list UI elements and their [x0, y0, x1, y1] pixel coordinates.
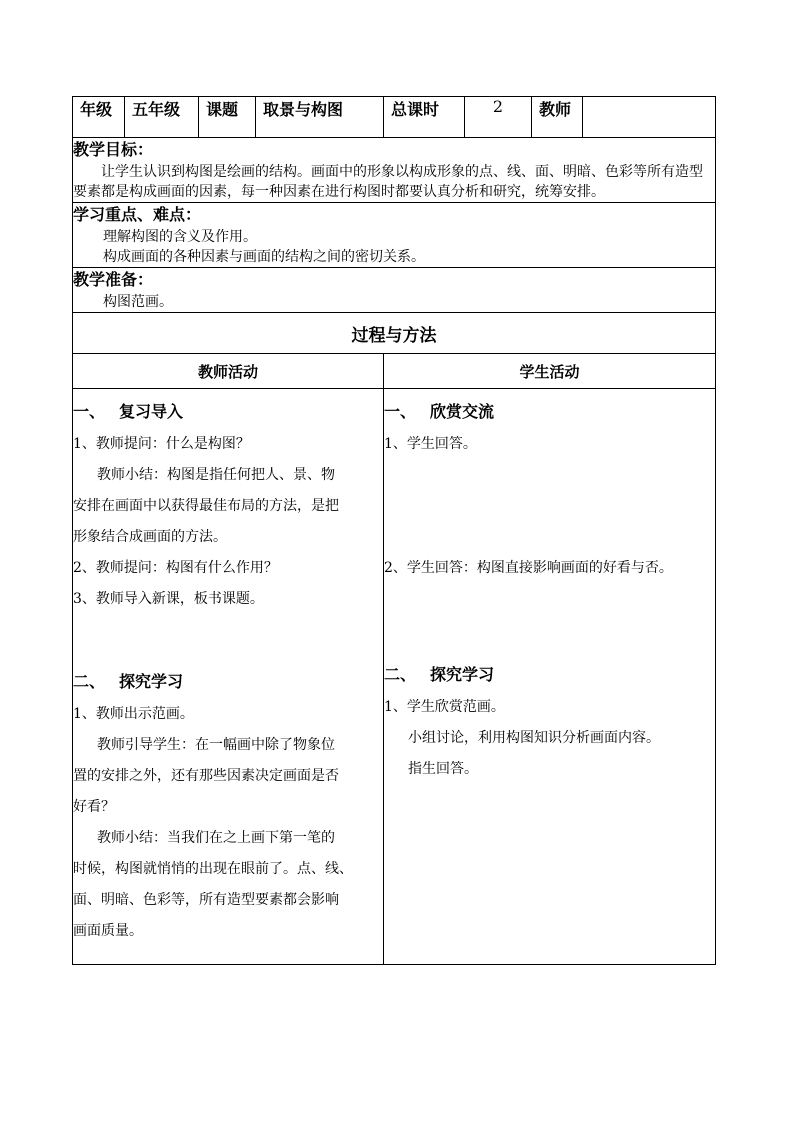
- student-section-2-number: 二、: [384, 665, 417, 684]
- preparation-text: 构图范画。: [103, 294, 173, 310]
- hours-label: 总课时: [384, 97, 465, 138]
- teacher-section-2-title: 探究学习: [119, 672, 184, 691]
- key-points-row: [73, 203, 716, 268]
- grade-label: 年级: [73, 97, 125, 138]
- objectives-row: [73, 138, 716, 203]
- teacher-s2-line-4: 好看？: [73, 799, 115, 815]
- teacher-label: 教师: [532, 97, 583, 138]
- teacher-s2-line-5: 教师小结：当我们在之上画下第一笔的: [97, 830, 335, 846]
- teacher-s1-line-5: 2、教师提问：构图有什么作用？: [73, 560, 278, 576]
- teacher-s2-line-3: 置的安排之外，还有那些因素决定画面是否: [73, 768, 339, 784]
- objectives-text: 让学生认识到构图是绘画的结构。画面中的形象以构成形象的点、线、面、明暗、色彩等所有造型要素都是构成画面的因素，每一种因素在进行构图时都要认真分析和研究，统筹安排。: [73, 164, 703, 200]
- header-row: [73, 97, 716, 138]
- student-section-1-title: 欣赏交流: [430, 402, 495, 421]
- teacher-s2-line-7: 面、明暗、色彩等，所有造型要素都会影响: [73, 892, 339, 908]
- student-s2-line-3: 指生回答。: [408, 761, 478, 777]
- process-title: 过程与方法: [73, 313, 716, 354]
- student-section-1-number: 一、: [384, 402, 417, 421]
- key-points-section: [73, 203, 716, 268]
- student-s1-line-2: 2、学生回答：构图直接影响画面的好看与否。: [384, 560, 673, 576]
- teacher-s1-line-2: 教师小结：构图是指任何把人、景、物: [97, 467, 335, 483]
- teacher-s1-line-3: 安排在画面中以获得最佳布局的方法，是把: [73, 498, 339, 514]
- student-section-2-heading: [384, 658, 715, 692]
- lesson-plan-table: [72, 96, 716, 965]
- preparation-title: 教学准备：: [73, 270, 154, 289]
- teacher-s1-line-1: 1、教师提问：什么是构图？: [73, 436, 250, 452]
- objectives-section: [73, 138, 716, 203]
- topic-value: 取景与构图: [256, 97, 384, 138]
- student-s1-line-1: 1、学生回答。: [384, 436, 477, 452]
- student-s2-line-1: 1、学生欣赏范画。: [384, 699, 505, 715]
- student-activity-head: 学生活动: [384, 354, 716, 389]
- teacher-activity-column: [73, 389, 384, 965]
- teacher-s1-line-4: 形象结合成画面的方法。: [73, 529, 227, 545]
- teacher-s2-line-2: 教师引导学生：在一幅画中除了物象位: [97, 737, 335, 753]
- key-point-1: 理解构图的含义及作用。: [103, 229, 257, 245]
- teacher-section-1-title: 复习导入: [119, 402, 184, 421]
- activity-body-row: [73, 389, 716, 965]
- student-activity-column: [384, 389, 716, 965]
- teacher-s2-line-6: 时候，构图就悄悄的出现在眼前了。点、线、: [73, 861, 353, 877]
- preparation-row: [73, 268, 716, 313]
- lesson-plan-sheet: [72, 96, 715, 965]
- teacher-section-1-heading: [73, 395, 383, 429]
- teacher-s2-line-8: 画面质量。: [73, 923, 143, 939]
- activity-head-row: [73, 354, 716, 389]
- hours-value: 2: [465, 97, 532, 138]
- process-title-row: [73, 313, 716, 354]
- topic-label: 课题: [199, 97, 256, 138]
- teacher-s1-line-6: 3、教师导入新课，板书课题。: [73, 591, 264, 607]
- grade-value: 五年级: [125, 97, 199, 138]
- student-s2-line-2: 小组讨论，利用构图知识分析画面内容。: [408, 730, 660, 746]
- teacher-activity-head: 教师活动: [73, 354, 384, 389]
- teacher-section-1-number: 一、: [73, 402, 106, 421]
- teacher-s2-line-1: 1、教师出示范画。: [73, 706, 194, 722]
- key-points-title: 学习重点、难点：: [73, 205, 202, 224]
- student-section-1-heading: [384, 395, 715, 429]
- student-section-2-title: 探究学习: [430, 665, 495, 684]
- key-point-2: 构成画面的各种因素与画面的结构之间的密切关系。: [103, 249, 425, 265]
- teacher-value: [583, 97, 716, 138]
- teacher-section-2-number: 二、: [73, 672, 106, 691]
- preparation-section: [73, 268, 716, 313]
- objectives-title: 教学目标：: [73, 140, 154, 159]
- teacher-section-2-heading: [73, 665, 383, 699]
